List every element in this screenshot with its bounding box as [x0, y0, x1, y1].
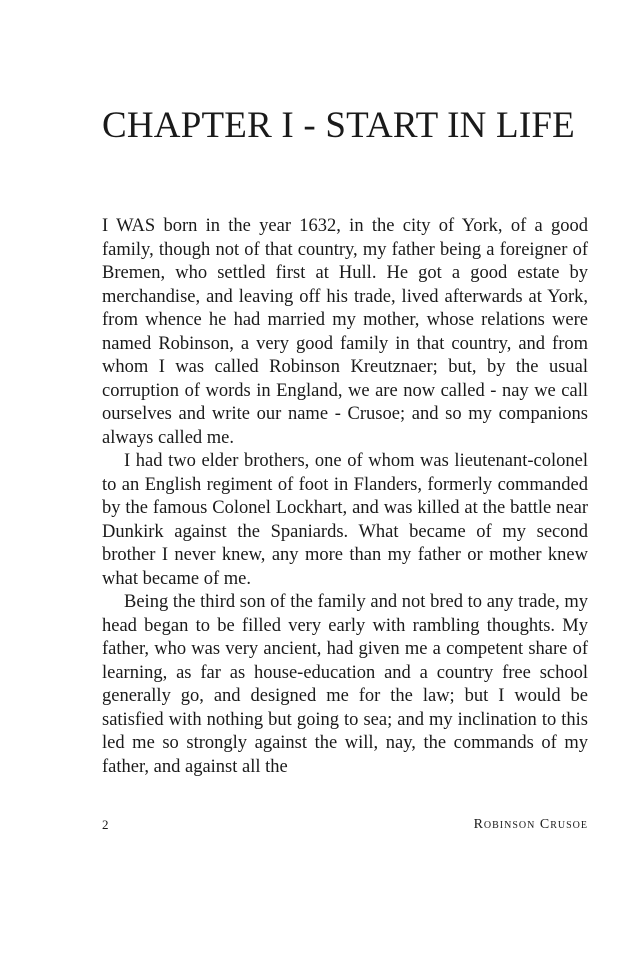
page-number: 2 [102, 817, 109, 832]
running-title: Robinson Crusoe [473, 817, 588, 832]
paragraph-3: Being the third son of the family and not bred to any trade, my head began to be filled very early with rambling thoughts. My father, who was very ancient, had given me a competent share of learning, as far as house-education and a country free school generally go, and designed me for the law; but I would be satisfied with nothing but going to sea; and my inclination to this led me so strongly against the will, nay, the commands of my father, and against all the [102, 592, 588, 777]
chapter-body [102, 215, 588, 779]
paragraph-2: I had two elder brothers, one of whom was lieutenant-colonel to an English regiment of foot in Flanders, formerly commanded by the famous Colonel Lockhart, and was killed at the battle near Dunkirk against the Spaniards. What became of my second brother I never knew, any more than my father or mother knew what became of me. [102, 451, 588, 589]
page-footer [102, 817, 588, 837]
paragraph-1: I WAS born in the year 1632, in the city of York, of a good family, though not of that country, my father being a foreigner of Bremen, who settled first at Hull. He got a good estate by merchandise, and leaving off his trade, lived afterwards at York, from whence he had married my mother, whose relations were named Robinson, a very good family in that country, and from whom I was called Robinson Kreutznaer; but, by the usual corruption of words in England, we are now called - nay we call ourselves and write our name - Crusoe; and so my companions always called me. [102, 216, 588, 448]
chapter-title: CHAPTER I - START IN LIFE [102, 105, 575, 146]
